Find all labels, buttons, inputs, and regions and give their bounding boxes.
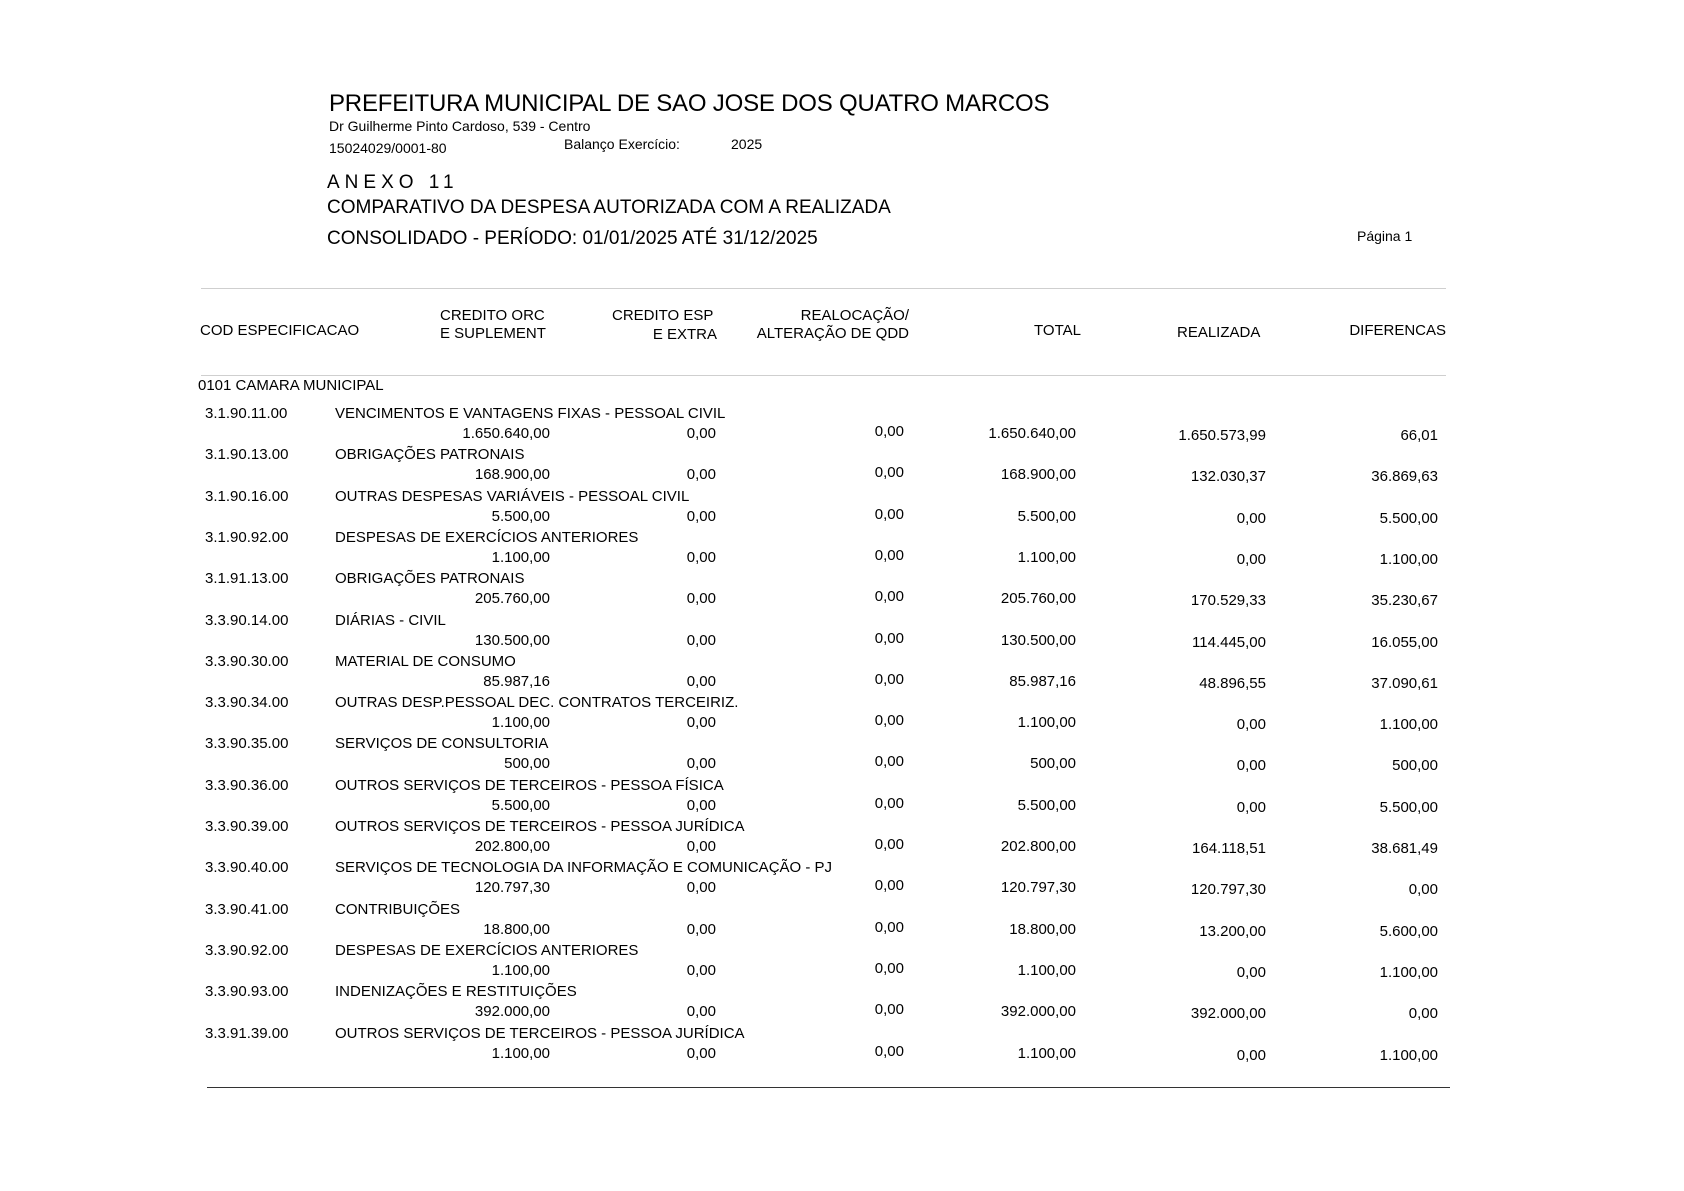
row-credito-esp: 0,00	[686, 714, 716, 731]
row-diferenca: 1.100,00	[1379, 1047, 1438, 1064]
group-label: 0101 CAMARA MUNICIPAL	[198, 377, 384, 394]
row-realocacao: 0,00	[874, 630, 904, 647]
row-credito-orc: 1.100,00	[491, 714, 550, 731]
row-diferenca: 36.869,63	[1371, 468, 1438, 485]
row-description: DIÁRIAS - CIVIL	[335, 612, 446, 629]
col-cod-especificacao: COD ESPECIFICACAO	[200, 322, 360, 339]
row-realizada: 0,00	[1236, 1047, 1266, 1064]
row-realocacao: 0,00	[874, 671, 904, 688]
header-bottom-divider	[201, 375, 1446, 376]
row-realocacao: 0,00	[874, 712, 904, 729]
row-diferenca: 500,00	[1392, 757, 1438, 774]
row-credito-orc: 1.100,00	[491, 1045, 550, 1062]
row-realocacao: 0,00	[874, 588, 904, 605]
row-credito-esp: 0,00	[686, 632, 716, 649]
row-code: 3.1.91.13.00	[205, 570, 289, 587]
row-code: 3.3.90.41.00	[205, 901, 289, 918]
row-description: SERVIÇOS DE CONSULTORIA	[335, 735, 549, 752]
row-total: 120.797,30	[1000, 879, 1076, 896]
row-credito-orc: 500,00	[504, 755, 550, 772]
row-credito-esp: 0,00	[686, 879, 716, 896]
row-realizada: 1.650.573,99	[1178, 427, 1266, 444]
row-credito-esp: 0,00	[686, 549, 716, 566]
row-realizada: 170.529,33	[1190, 592, 1266, 609]
row-realocacao: 0,00	[874, 753, 904, 770]
row-credito-esp: 0,00	[686, 590, 716, 607]
row-description: OUTROS SERVIÇOS DE TERCEIROS - PESSOA JURÍDICA	[335, 818, 745, 835]
row-total: 5.500,00	[1017, 508, 1076, 525]
row-diferenca: 1.100,00	[1379, 551, 1438, 568]
row-code: 3.1.90.13.00	[205, 446, 289, 463]
row-code: 3.3.90.93.00	[205, 983, 289, 1000]
row-total: 1.100,00	[1017, 1045, 1076, 1062]
anexo-title: ANEXO 11	[327, 172, 459, 193]
balanco-year: 2025	[731, 136, 763, 152]
row-credito-orc: 5.500,00	[491, 797, 550, 814]
row-diferenca: 0,00	[1408, 881, 1438, 898]
row-total: 85.987,16	[1009, 673, 1076, 690]
footer-divider	[207, 1087, 1450, 1088]
row-total: 205.760,00	[1000, 590, 1076, 607]
row-realizada: 0,00	[1236, 799, 1266, 816]
col-realizada: REALIZADA	[1177, 324, 1261, 341]
row-diferenca: 38.681,49	[1371, 840, 1438, 857]
col-realocacao-line2: ALTERAÇÃO DE QDD	[756, 325, 909, 342]
row-realizada: 0,00	[1236, 716, 1266, 733]
row-realocacao: 0,00	[874, 877, 904, 894]
row-description: SERVIÇOS DE TECNOLOGIA DA INFORMAÇÃO E COMUNICAÇÃO - PJ	[335, 859, 833, 876]
row-credito-orc: 5.500,00	[491, 508, 550, 525]
cnpj: 15024029/0001-80	[329, 140, 447, 156]
row-realocacao: 0,00	[874, 960, 904, 977]
row-credito-orc: 85.987,16	[483, 673, 550, 690]
row-code: 3.1.90.92.00	[205, 529, 289, 546]
row-credito-esp: 0,00	[686, 797, 716, 814]
col-credito-orc-line2: E SUPLEMENT	[440, 325, 546, 342]
row-diferenca: 5.500,00	[1379, 799, 1438, 816]
row-realocacao: 0,00	[874, 423, 904, 440]
row-credito-esp: 0,00	[686, 1003, 716, 1020]
row-description: OBRIGAÇÕES PATRONAIS	[335, 570, 525, 587]
row-diferenca: 16.055,00	[1371, 634, 1438, 651]
row-total: 202.800,00	[1000, 838, 1076, 855]
row-diferenca: 5.600,00	[1379, 923, 1438, 940]
row-realizada: 120.797,30	[1190, 881, 1266, 898]
row-realizada: 48.896,55	[1199, 675, 1266, 692]
row-realocacao: 0,00	[874, 836, 904, 853]
address: Dr Guilherme Pinto Cardoso, 539 - Centro	[329, 118, 591, 134]
row-description: DESPESAS DE EXERCÍCIOS ANTERIORES	[335, 942, 639, 959]
row-diferenca: 0,00	[1408, 1005, 1438, 1022]
row-credito-orc: 392.000,00	[474, 1003, 550, 1020]
row-diferenca: 5.500,00	[1379, 510, 1438, 527]
row-description: MATERIAL DE CONSUMO	[335, 653, 516, 670]
row-description: INDENIZAÇÕES E RESTITUIÇÕES	[335, 983, 577, 1000]
row-realizada: 0,00	[1236, 510, 1266, 527]
row-credito-orc: 120.797,30	[474, 879, 550, 896]
row-realizada: 0,00	[1236, 551, 1266, 568]
row-total: 392.000,00	[1000, 1003, 1076, 1020]
row-realizada: 164.118,51	[1192, 840, 1266, 857]
row-credito-esp: 0,00	[686, 673, 716, 690]
row-total: 18.800,00	[1009, 921, 1076, 938]
row-realizada: 114.445,00	[1192, 634, 1266, 651]
row-credito-esp: 0,00	[686, 962, 716, 979]
row-code: 3.1.90.11.00	[205, 405, 288, 422]
row-credito-orc: 202.800,00	[474, 838, 550, 855]
row-realizada: 13.200,00	[1199, 923, 1266, 940]
row-credito-esp: 0,00	[686, 425, 716, 442]
row-realocacao: 0,00	[874, 1001, 904, 1018]
row-description: OUTROS SERVIÇOS DE TERCEIROS - PESSOA JURÍDICA	[335, 1025, 745, 1042]
report-subtitle: COMPARATIVO DA DESPESA AUTORIZADA COM A REALIZADA	[327, 197, 891, 218]
col-credito-esp-line2: E EXTRA	[652, 326, 717, 343]
row-description: DESPESAS DE EXERCÍCIOS ANTERIORES	[335, 529, 639, 546]
col-total: TOTAL	[1034, 322, 1081, 339]
col-diferencas: DIFERENCAS	[1349, 322, 1446, 339]
row-total: 130.500,00	[1000, 632, 1076, 649]
row-description: OBRIGAÇÕES PATRONAIS	[335, 446, 525, 463]
col-credito-esp-line1: CREDITO ESP	[612, 307, 714, 324]
row-description: OUTRAS DESPESAS VARIÁVEIS - PESSOAL CIVIL	[335, 488, 690, 505]
row-code: 3.3.90.14.00	[205, 612, 289, 629]
row-diferenca: 37.090,61	[1371, 675, 1438, 692]
row-code: 3.3.90.39.00	[205, 818, 289, 835]
row-credito-orc: 1.100,00	[491, 549, 550, 566]
row-code: 3.3.90.92.00	[205, 942, 289, 959]
row-realizada: 0,00	[1236, 757, 1266, 774]
row-realocacao: 0,00	[874, 1043, 904, 1060]
row-realizada: 392.000,00	[1190, 1005, 1266, 1022]
row-credito-orc: 168.900,00	[474, 466, 550, 483]
row-total: 1.100,00	[1017, 714, 1076, 731]
report-period: CONSOLIDADO - PERÍODO: 01/01/2025 ATÉ 31/12/2025	[327, 228, 818, 249]
row-realocacao: 0,00	[874, 506, 904, 523]
header-top-divider	[201, 288, 1446, 289]
row-code: 3.3.90.36.00	[205, 777, 289, 794]
row-credito-esp: 0,00	[686, 1045, 716, 1062]
row-diferenca: 1.100,00	[1379, 964, 1438, 981]
row-credito-esp: 0,00	[686, 755, 716, 772]
row-credito-orc: 205.760,00	[474, 590, 550, 607]
row-credito-orc: 18.800,00	[483, 921, 550, 938]
page-number: Página 1	[1357, 228, 1413, 244]
row-realizada: 132.030,37	[1190, 468, 1266, 485]
row-total: 1.100,00	[1017, 962, 1076, 979]
row-description: OUTRAS DESP.PESSOAL DEC. CONTRATOS TERCEIRIZ.	[335, 694, 739, 711]
balanco-label: Balanço Exercício:	[564, 136, 680, 152]
row-realocacao: 0,00	[874, 919, 904, 936]
row-code: 3.3.90.30.00	[205, 653, 289, 670]
row-code: 3.3.90.40.00	[205, 859, 289, 876]
row-realocacao: 0,00	[874, 795, 904, 812]
col-realocacao-line1: REALOCAÇÃO/	[800, 307, 909, 324]
report-title: PREFEITURA MUNICIPAL DE SAO JOSE DOS QUATRO MARCOS	[329, 90, 1050, 117]
row-diferenca: 66,01	[1400, 427, 1438, 444]
row-credito-orc: 1.100,00	[491, 962, 550, 979]
row-total: 5.500,00	[1017, 797, 1076, 814]
row-total: 500,00	[1030, 755, 1076, 772]
row-credito-orc: 1.650.640,00	[462, 425, 550, 442]
row-credito-esp: 0,00	[686, 508, 716, 525]
row-code: 3.1.90.16.00	[205, 488, 289, 505]
row-description: VENCIMENTOS E VANTAGENS FIXAS - PESSOAL CIVIL	[335, 405, 726, 422]
row-credito-esp: 0,00	[686, 466, 716, 483]
row-credito-orc: 130.500,00	[474, 632, 550, 649]
row-code: 3.3.90.34.00	[205, 694, 289, 711]
row-realocacao: 0,00	[874, 464, 904, 481]
row-description: OUTROS SERVIÇOS DE TERCEIROS - PESSOA FÍSICA	[335, 777, 724, 794]
col-credito-orc-line1: CREDITO ORC	[440, 307, 545, 324]
row-description: CONTRIBUIÇÕES	[335, 901, 461, 918]
row-realocacao: 0,00	[874, 547, 904, 564]
row-credito-esp: 0,00	[686, 838, 716, 855]
row-realizada: 0,00	[1236, 964, 1266, 981]
row-credito-esp: 0,00	[686, 921, 716, 938]
row-code: 3.3.90.35.00	[205, 735, 289, 752]
row-total: 168.900,00	[1000, 466, 1076, 483]
row-diferenca: 35.230,67	[1371, 592, 1438, 609]
row-total: 1.650.640,00	[988, 425, 1076, 442]
row-diferenca: 1.100,00	[1379, 716, 1438, 733]
row-total: 1.100,00	[1017, 549, 1076, 566]
row-code: 3.3.91.39.00	[205, 1025, 289, 1042]
